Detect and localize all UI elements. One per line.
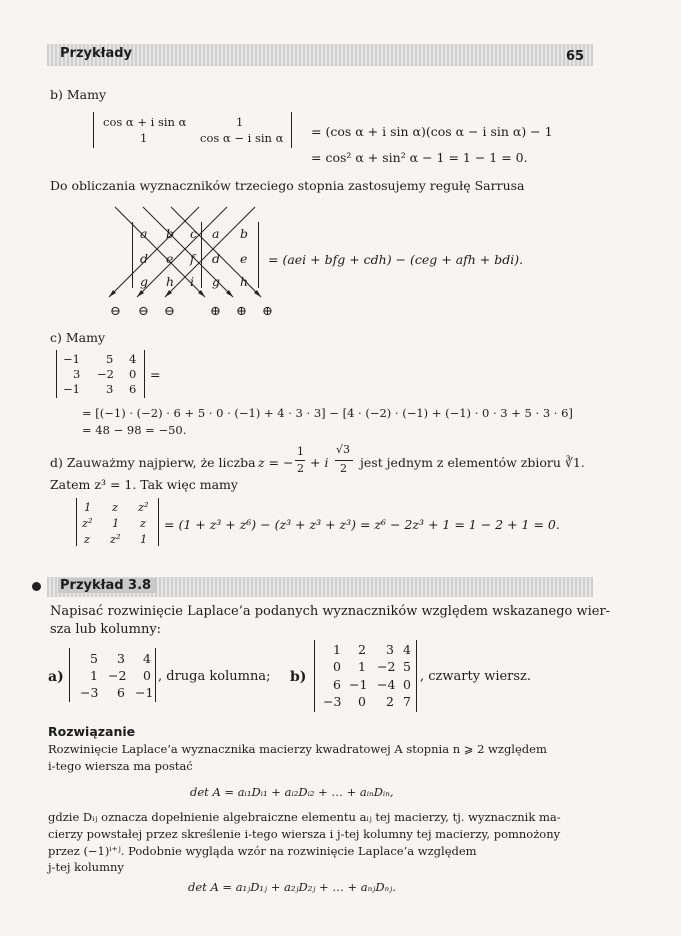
matrix-cell: z² xyxy=(82,516,93,530)
det-bar-right xyxy=(291,112,292,148)
det-bar-left xyxy=(76,498,77,546)
matrix-cell: cos α − i sin α xyxy=(200,131,284,145)
example-text: Napisać rozwinięcie Laplace’a podanych wyznaczników względem wskazanego wier- xyxy=(50,604,611,619)
matrix-cell: −2 xyxy=(97,367,114,381)
matrix-cell: 0 xyxy=(333,659,341,674)
fraction-bar xyxy=(295,460,305,461)
det-bar-left xyxy=(93,112,94,148)
laplace-row-formula: det A = aᵢ₁Dᵢ₁ + aᵢ₂Dᵢ₂ + … + aᵢₙDᵢₙ, xyxy=(190,785,394,799)
part-d-text: jest jednym z elementów zbioru ∛1. xyxy=(360,455,585,470)
solution-text: j-tej kolumny xyxy=(48,860,124,874)
part-d-result: = (1 + z³ + z⁶) − (z³ + z³ + z³) = z⁶ − 2z³ + 1 = 1 − 2 + 1 = 0. xyxy=(164,517,560,532)
example-text: sza lub kolumny: xyxy=(50,622,162,637)
matrix-cell: 2 xyxy=(386,694,394,709)
part-a-label: a) xyxy=(48,669,64,685)
sign-plus: ⊕ xyxy=(210,304,221,319)
solution-text: i-tego wiersza ma postać xyxy=(48,759,193,773)
sarrus-cell: a xyxy=(140,226,148,241)
fraction-denominator: 2 xyxy=(340,462,347,475)
matrix-cell: 4 xyxy=(129,352,137,366)
z-definition: z = − xyxy=(258,455,294,470)
solution-heading: Rozwiązanie xyxy=(48,724,136,739)
sarrus-cell: g xyxy=(212,274,221,289)
sarrus-cell: f xyxy=(190,251,195,266)
matrix-cell: 1 xyxy=(90,668,98,683)
sarrus-cell: b xyxy=(240,226,249,241)
matrix-cell: 3 xyxy=(117,651,125,666)
equation-line: = 48 − 98 = −50. xyxy=(82,423,187,437)
matrix-cell: 3 xyxy=(73,367,81,381)
part-b-label: b) xyxy=(290,669,307,685)
det-bar-left xyxy=(314,640,315,712)
matrix-cell: z xyxy=(140,516,147,530)
equation-line: = [(−1) · (−2) · 6 + 5 · 0 · (−1) + 4 · 3 · 3] − [4 · (−2) · (−1) + (−1) · 0 · 3 + 5 · 3 · 6] xyxy=(82,406,573,420)
matrix-cell: −1 xyxy=(349,677,368,692)
solution-text: gdzie Dᵢⱼ oznacza dopełnienie algebraiczne elementu aᵢⱼ tej macierzy, tj. wyznacznik ma- xyxy=(48,810,561,824)
matrix-cell: 6 xyxy=(129,382,137,396)
matrix-cell: −1 xyxy=(135,685,154,700)
matrix-cell: 5 xyxy=(90,651,98,666)
sarrus-cell: d xyxy=(212,251,221,266)
sarrus-formula: = (aei + bfg + cdh) − (ceg + afh + bdi). xyxy=(268,252,524,267)
sarrus-cell: h xyxy=(166,274,175,289)
matrix-cell: −3 xyxy=(80,685,99,700)
sarrus-cell: i xyxy=(190,274,194,289)
header-title: Przykłady xyxy=(60,46,133,61)
part-a-suffix: , druga kolumna; xyxy=(158,669,271,684)
matrix-cell: −3 xyxy=(323,694,342,709)
matrix-cell: 1 xyxy=(112,516,120,530)
matrix-cell: 3 xyxy=(106,382,114,396)
part-d-text: Zatem z³ = 1. Tak więc mamy xyxy=(50,477,238,492)
page-number: 65 xyxy=(566,49,585,64)
matrix-cell: −1 xyxy=(63,382,80,396)
matrix-cell: 0 xyxy=(403,677,411,692)
sarrus-intro: Do obliczania wyznaczników trzeciego stopnia zastosujemy regułę Sarrusa xyxy=(50,178,525,193)
matrix-cell: cos α + i sin α xyxy=(103,115,187,129)
sarrus-cell: g xyxy=(140,274,149,289)
matrix-cell: 1 xyxy=(140,532,148,546)
equation-line: = (cos α + i sin α)(cos α − i sin α) − 1 xyxy=(311,124,553,139)
sarrus-cell: e xyxy=(240,251,248,266)
matrix-cell: z² xyxy=(138,500,149,514)
matrix-cell: 1 xyxy=(333,642,341,657)
fraction-numerator: √3 xyxy=(336,443,351,456)
matrix-cell: 3 xyxy=(386,642,394,657)
sign-plus: ⊕ xyxy=(262,304,273,319)
solution-text: Rozwinięcie Laplace’a wyznacznika macierzy kwadratowej A stopnia n ⩾ 2 względem xyxy=(48,742,547,756)
matrix-cell: 1 xyxy=(84,500,92,514)
matrix-cell: 1 xyxy=(140,131,148,145)
det-bar-inner xyxy=(201,222,202,288)
matrix-cell: 6 xyxy=(333,677,341,692)
part-c-label: c) Mamy xyxy=(50,330,106,345)
equals-sign: = xyxy=(150,367,161,382)
matrix-cell: 5 xyxy=(403,659,411,674)
matrix-cell: −2 xyxy=(377,659,396,674)
laplace-column-formula: det A = a₁ⱼD₁ⱼ + a₂ⱼD₂ⱼ + … + aₙⱼDₙⱼ. xyxy=(188,880,396,894)
sarrus-cell: h xyxy=(240,274,249,289)
fraction-bar xyxy=(335,460,353,461)
sarrus-cell: b xyxy=(166,226,175,241)
matrix-cell: 0 xyxy=(358,694,366,709)
sarrus-cell: e xyxy=(166,251,174,266)
matrix-cell: 6 xyxy=(117,685,125,700)
matrix-cell: 4 xyxy=(403,642,411,657)
sarrus-cell: c xyxy=(190,226,198,241)
det-bar-right xyxy=(158,498,159,546)
fraction-denominator: 2 xyxy=(297,462,304,475)
sign-plus: ⊕ xyxy=(236,304,247,319)
matrix-cell: 1 xyxy=(358,659,366,674)
plus-i: + i xyxy=(310,455,329,470)
matrix-cell: z xyxy=(84,532,91,546)
det-bar-right xyxy=(144,350,145,398)
det-bar-right xyxy=(416,640,417,712)
matrix-cell: −4 xyxy=(377,677,396,692)
equation-line: = cos² α + sin² α − 1 = 1 − 1 = 0. xyxy=(311,150,528,165)
part-b-label: b) Mamy xyxy=(50,87,107,102)
sign-minus: ⊖ xyxy=(164,304,175,319)
solution-text: cierzy powstałej przez skreślenie i-tego wiersza i j-tej kolumny tej macierzy, pomnożony xyxy=(48,827,561,841)
matrix-cell: z xyxy=(112,500,119,514)
det-bar-left xyxy=(56,350,57,398)
det-bar-left xyxy=(69,648,70,702)
matrix-cell: 7 xyxy=(403,694,411,709)
matrix-cell: −1 xyxy=(63,352,80,366)
matrix-cell: 4 xyxy=(143,651,151,666)
fraction-numerator: 1 xyxy=(297,445,304,458)
sarrus-cell: d xyxy=(140,251,149,266)
solution-text: przez (−1)ⁱ⁺ʲ. Podobnie wygląda wzór na rozwinięcie Laplace’a względem xyxy=(48,844,477,858)
part-b-suffix: , czwarty wiersz. xyxy=(420,669,532,684)
matrix-cell: 0 xyxy=(143,668,151,683)
matrix-cell: 1 xyxy=(236,115,244,129)
matrix-cell: 2 xyxy=(358,642,366,657)
sign-minus: ⊖ xyxy=(138,304,149,319)
sign-minus: ⊖ xyxy=(110,304,121,319)
det-bar-left xyxy=(132,222,133,288)
matrix-cell: z² xyxy=(110,532,121,546)
sarrus-cell: a xyxy=(212,226,220,241)
part-d-text: d) Zauważmy najpierw, że liczba xyxy=(50,455,256,470)
bullet-icon xyxy=(32,582,41,591)
det-bar-right xyxy=(155,648,156,702)
example-title: Przykład 3.8 xyxy=(58,578,157,593)
matrix-cell: 5 xyxy=(106,352,114,366)
det-bar-right xyxy=(258,222,259,288)
matrix-cell: 0 xyxy=(129,367,137,381)
matrix-cell: −2 xyxy=(108,668,127,683)
